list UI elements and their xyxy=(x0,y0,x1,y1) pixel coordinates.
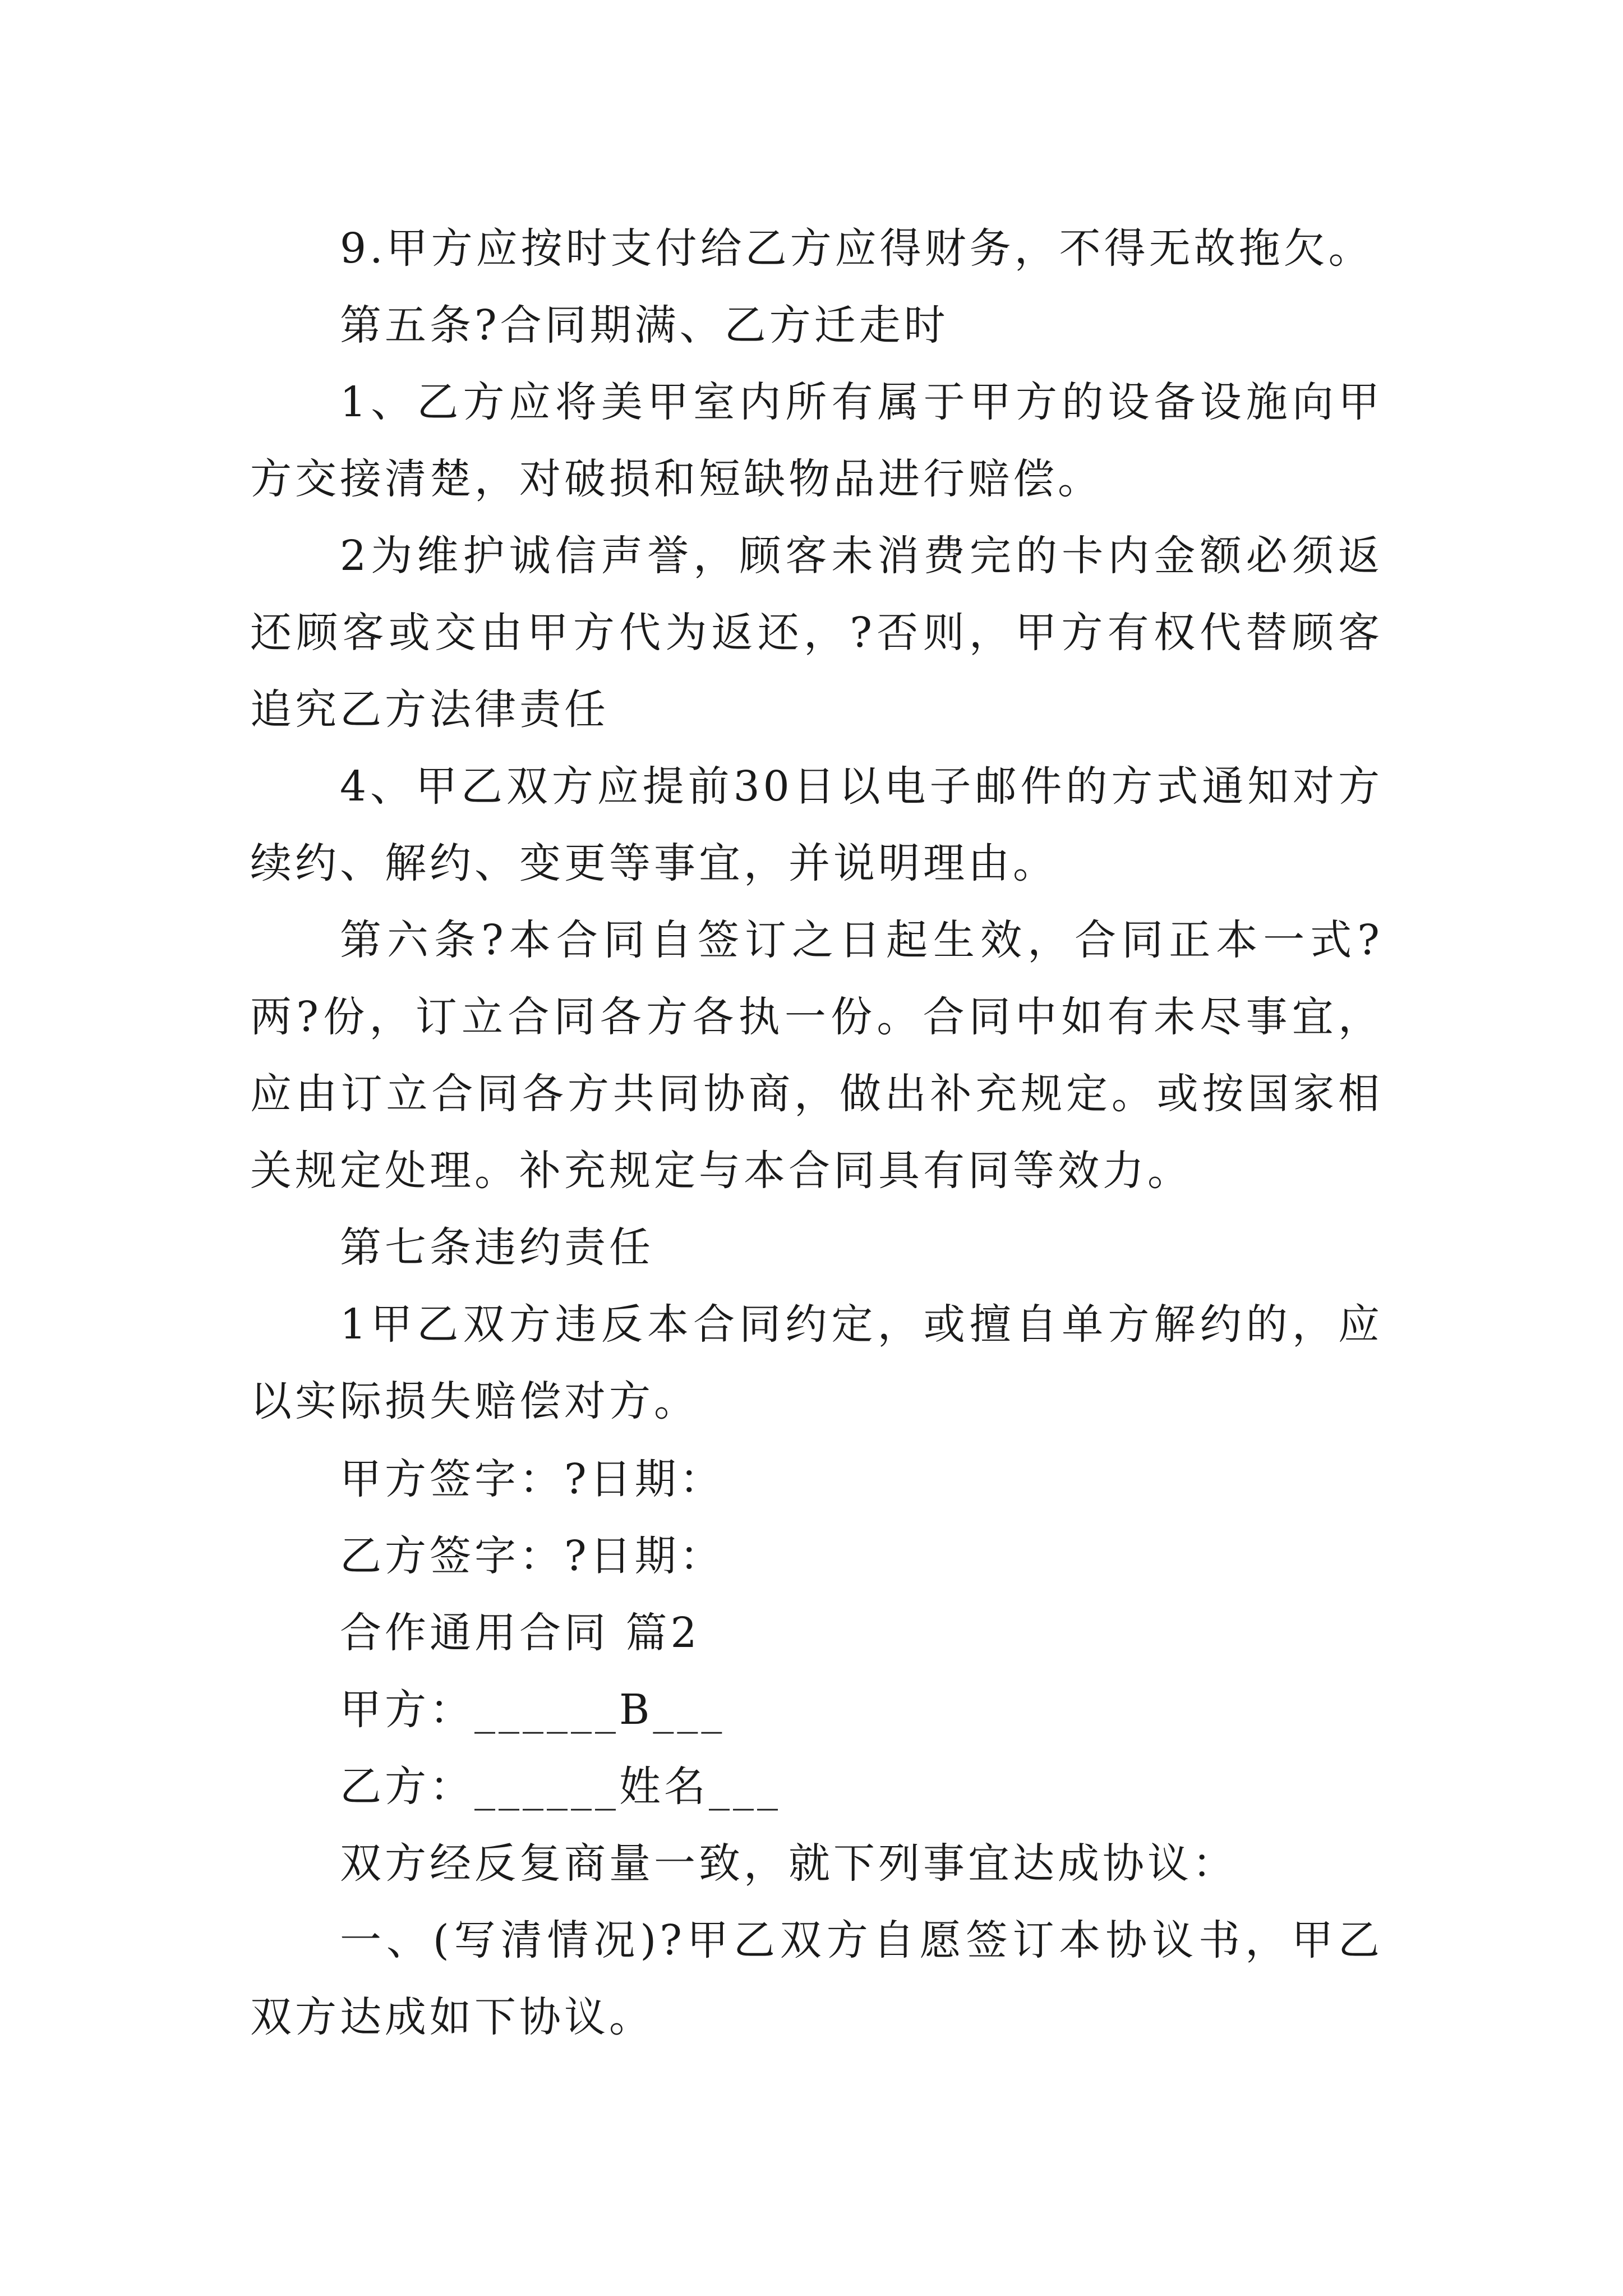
paragraph-breach: 1甲乙双方违反本合同约定，或擅自单方解约的，应以实际损失赔偿对方。 xyxy=(250,1300,1383,1425)
paragraph-article-6: 第六条?本合同自签订之日起生效，合同正本一式?两?份，订立合同各方各执一份。合同中如有未尽事宜，应由订立合同各方共同协商，做出补充规定。或按国家相关规定处理。补充规定与本合同具有同等效力。 xyxy=(250,916,1383,1195)
party-b-field: 乙方：______姓名___ xyxy=(340,1763,781,1811)
document-body xyxy=(250,210,1383,2056)
paragraph-payment: 9.甲方应按时支付给乙方应得财务，不得无故拖欠。 xyxy=(340,224,1373,273)
paragraph-agreement-intro: 双方经反复商量一致，就下列事宜达成协议： xyxy=(340,1839,1237,1888)
signature-party-b: 乙方签字：?日期： xyxy=(340,1532,725,1580)
heading-article-7: 第七条违约责任 xyxy=(340,1223,654,1272)
signature-party-a: 甲方签字：?日期： xyxy=(340,1455,725,1503)
paragraph-equipment-handover: 1、乙方应将美甲室内所有属于甲方的设备设施向甲方交接清楚，对破损和短缺物品进行赔偿。 xyxy=(250,378,1383,503)
paragraph-card-balance: 2为维护诚信声誉，顾客未消费完的卡内金额必须返还顾客或交由甲方代为返还，?否则，甲方有权代替顾客追究乙方法律责任 xyxy=(250,532,1383,734)
paragraph-item-1: 一、(写清情况)?甲乙双方自愿签订本协议书，甲乙双方达成如下协议。 xyxy=(250,1916,1383,2041)
paragraph-notice: 4、甲乙双方应提前30日以电子邮件的方式通知对方续约、解约、变更等事宜，并说明理由。 xyxy=(250,762,1383,887)
party-a-field: 甲方：______B___ xyxy=(340,1686,726,1734)
heading-contract-2: 合作通用合同 篇2 xyxy=(340,1609,700,1657)
heading-article-5: 第五条?合同期满、乙方迁走时 xyxy=(340,301,949,349)
